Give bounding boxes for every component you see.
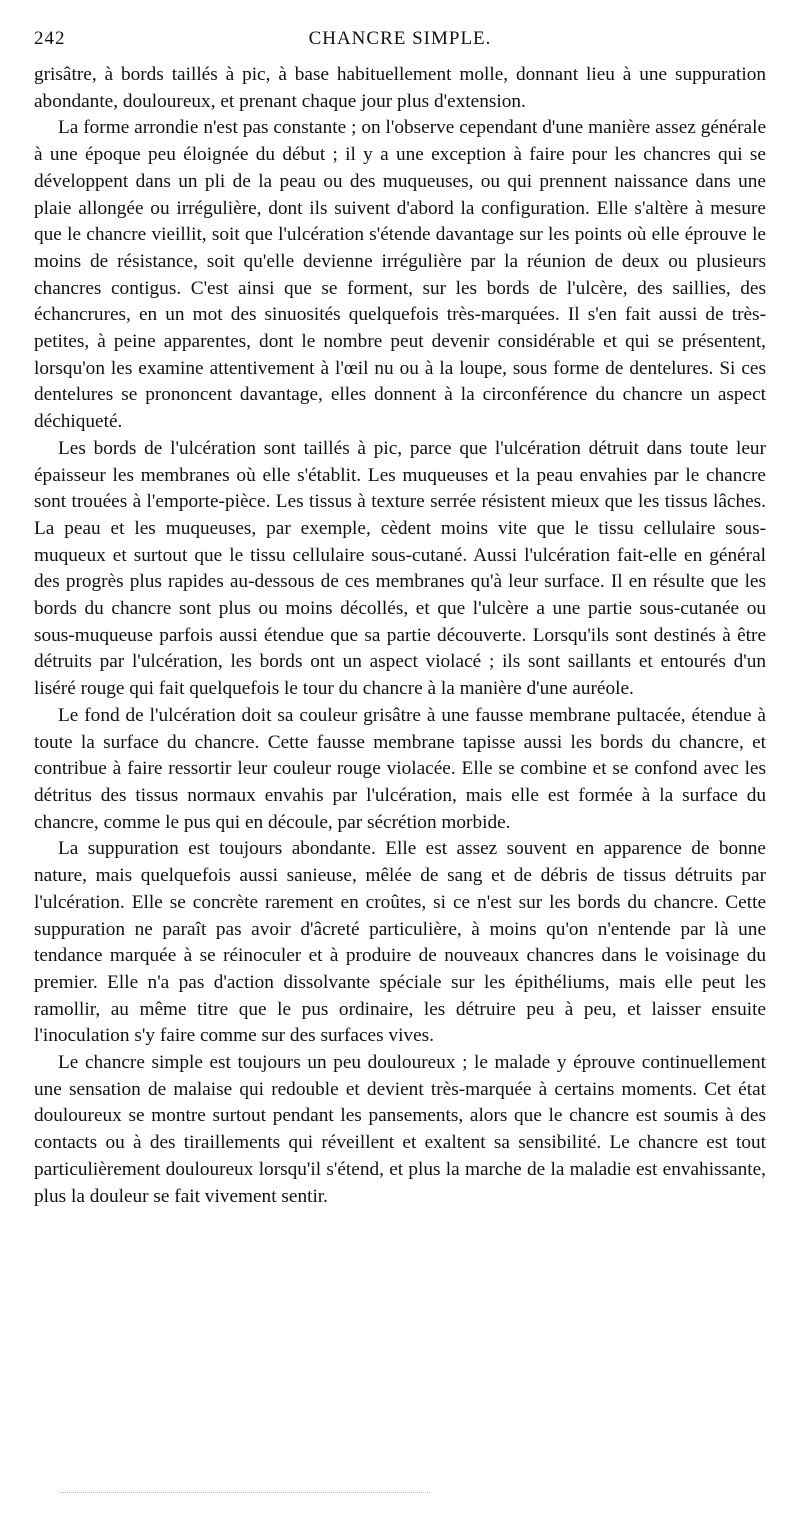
body-text (34, 62, 766, 1210)
paragraph-continuation: grisâtre, à bords taillés à pic, à base habituellement molle, donnant lieu à une suppuration abondante, douloureux, et prenant chaque jour plus d'extension. (34, 64, 766, 112)
paragraph-forme-arrondie: La forme arrondie n'est pas constante ; on l'observe cependant d'une manière assez générale à une époque peu éloignée du début ; il y a une exception à faire pour les chancres qui se développent dans un pli de la peau ou des muqueuses, ou qui prennent naissance dans une plaie allongée ou irrégulière, dont ils suivent d'abord la configuration. Elle s'altère à mesure que le chancre vieillit, soit que l'ulcération s'étende davantage sur les points où elle éprouve le moins de résistance, soit qu'elle devienne irrégulière par la réunion de deux ou plusieurs chancres contigus. C'est ainsi que se forment, sur les bords de l'ulcère, des saillies, des échancrures, en un mot des sinuosités quelquefois très-marquées. Il s'en fait aussi de très-petites, à peine apparentes, dont le nombre peut devenir considérable et qui se présentent, lorsqu'on les examine attentivement à l'œil nu ou à la loupe, sous forme de dentelures. Si ces dentelures se prononcent davantage, elles donnent à la circonférence du chancre un aspect déchiqueté. (34, 117, 766, 433)
paragraph-douleur: Le chancre simple est toujours un peu douloureux ; le malade y éprouve continuellement une sensation de malaise qui redouble et devient très-marquée à certains moments. Cet état douloureux se montre surtout pendant les pansements, alors que le chancre est soumis à des contacts ou à des tiraillements qui réveillent et exaltent sa sensibilité. Le chancre est tout particulièrement douloureux lorsqu'il s'étend, et plus la marche de la maladie est envahissante, plus la douleur se fait vivement sentir. (34, 1052, 766, 1207)
page-number: 242 (34, 28, 66, 49)
running-title: CHANCRE SIMPLE. (308, 28, 492, 49)
paragraph-suppuration: La suppuration est toujours abondante. Elle est assez souvent en apparence de bonne nature, mais quelquefois aussi sanieuse, mêlée de sang et de débris de tissus détruits par l'ulcération. Elle se concrète rarement en croûtes, si ce n'est sur les bords du chancre. Cette suppuration ne paraît pas avoir d'âcreté particulière, à moins qu'on n'entende par là une tendance marquée à se réinoculer et à produire de nouveaux chancres dans le voisinage du premier. Elle n'a pas d'action dissolvante spéciale sur les épithéliums, mais elle peut les ramollir, au même titre que le pus ordinaire, les détruire peu à peu, et laisser ensuite l'inoculation s'y faire comme sur des surfaces vives. (34, 838, 766, 1047)
paragraph-fond-ulceration: Le fond de l'ulcération doit sa couleur grisâtre à une fausse membrane pultacée, étendue à toute la surface du chancre. Cette fausse membrane tapisse aussi les bords du chancre, et contribue à faire ressortir leur couleur rouge violacée. Elle se combine et se confond avec les détritus des tissus normaux envahis par l'ulcération, mais elle est formée à la surface du chancre, comme le pus qui en découle, par sécrétion morbide. (34, 704, 766, 833)
bottom-divider (60, 1492, 430, 1493)
paragraph-bords-ulceration: Les bords de l'ulcération sont taillés à pic, parce que l'ulcération détruit dans toute leur épaisseur les membranes où elle s'établit. Les muqueuses et la peau envahies par le chancre sont trouées à l'emporte-pièce. Les tissus à texture serrée résistent mieux que les tissus lâches. La peau et les muqueuses, par exemple, cèdent moins vite que le tissu cellulaire sous-muqueux et surtout que le tissu cellulaire sous-cutané. Aussi l'ulcération fait-elle en général des progrès plus rapides au-dessous de ces membranes qu'à leur surface. Il en résulte que les bords du chancre sont plus ou moins décollés, et que l'ulcère a une partie sous-cutanée ou sous-muqueuse parfois aussi étendue que sa partie découverte. Lorsqu'ils sont destinés à être détruits par l'ulcération, les bords ont un aspect violacé ; ils sont saillants et entourés d'un liséré rouge qui fait quelquefois le tour du chancre à la manière d'une auréole. (34, 437, 766, 700)
book-page (34, 28, 766, 1210)
running-head (34, 28, 766, 62)
